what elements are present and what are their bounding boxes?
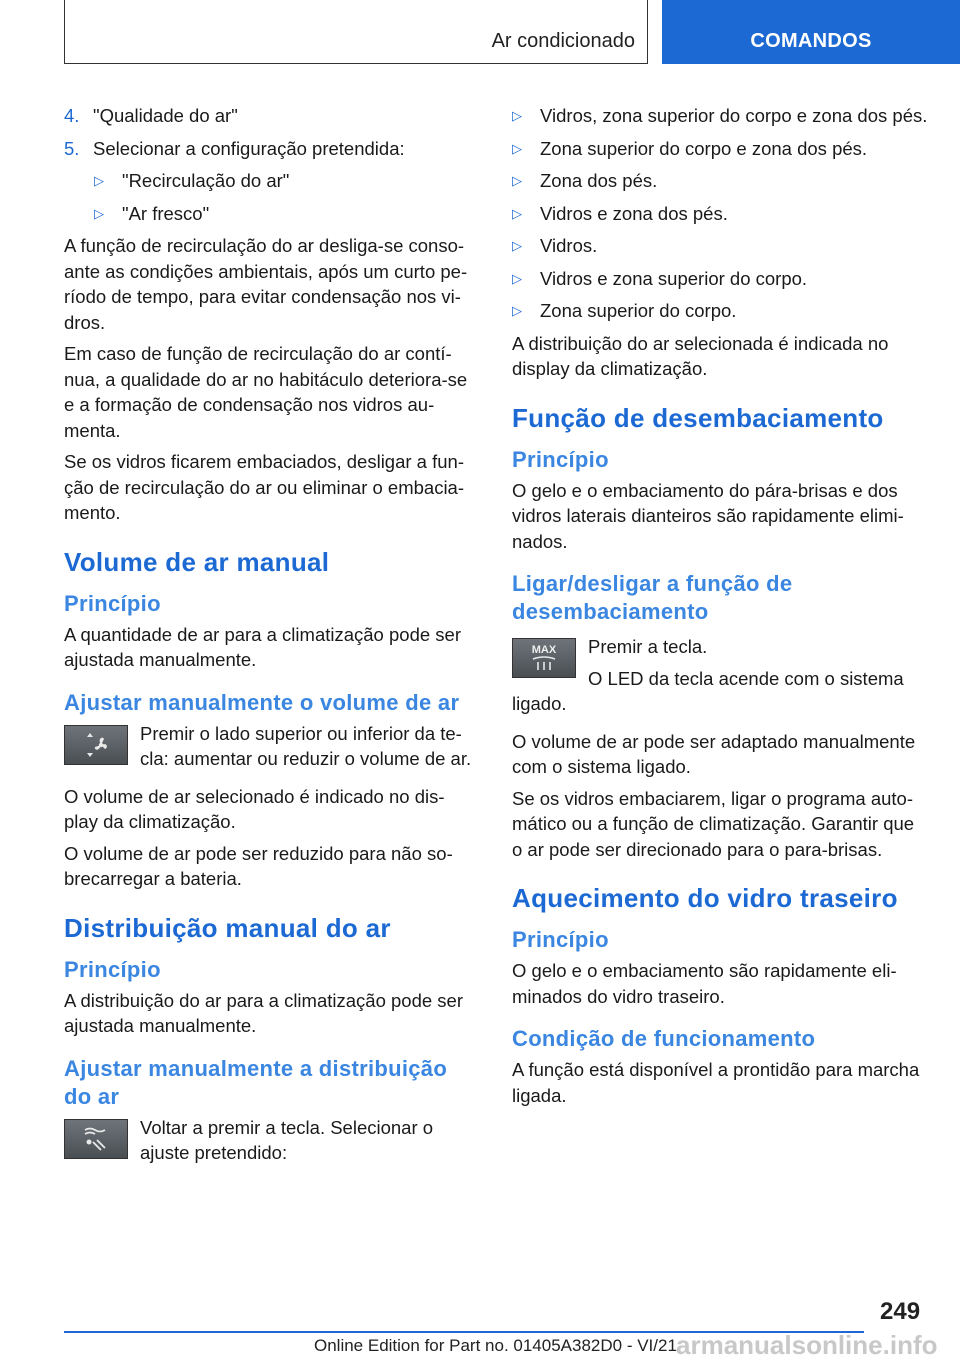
heading-aquecimento: Aquecimento do vidro traseiro (512, 883, 898, 913)
paragraph: Em caso de função de recirculação do ar contí-nua, a qualidade do ar no habitáculo deteriora-se e a formação de condensação nos vidros au-menta. (64, 343, 468, 441)
bullet-icon: ▷ (94, 205, 104, 221)
paragraph: O volume de ar pode ser adaptado manualmente com o sistema ligado. (512, 730, 916, 777)
edition-text: Online Edition for Part no. 01405A382D0 - VI/21 (314, 1336, 677, 1355)
item-text: Selecionar a configuração pretendida: (93, 137, 405, 159)
subheading-ajustar-distribuicao: Ajustar manualmente a distribuição do ar (64, 1055, 448, 1109)
list-item: ▷ Vidros. (512, 233, 928, 259)
header-box (64, 0, 648, 64)
bullet-icon: ▷ (512, 140, 522, 156)
sub-list-item: ▷ "Ar fresco" (64, 201, 478, 227)
subheading-principio: Princípio (64, 956, 161, 982)
item-text: "Qualidade do ar" (93, 105, 238, 126)
instruction-with-icon (64, 721, 478, 778)
paragraph: O LED da tecla acende com o sistema ligado. (512, 667, 904, 714)
item-number: 5. (64, 137, 80, 159)
subheading-condicao: Condição de funcionamento (512, 1026, 816, 1051)
chapter-tab[interactable]: COMANDOS (662, 0, 960, 64)
subheading-ligar-desligar: Ligar/desligar a função de desembaciamento (512, 571, 793, 624)
max-label: MAX (531, 643, 557, 656)
right-column (512, 103, 928, 1114)
item-number: 4. (64, 105, 80, 126)
section-title: Ar condicionado (491, 30, 635, 52)
paragraph: O gelo e o embaciamento do pára-brisas e dos vidros laterais dianteiros são rapidamente elimi-nados. (512, 479, 904, 552)
bullet-icon: ▷ (512, 173, 522, 188)
max-defrost-button-icon (512, 638, 576, 678)
subheading-principio: Princípio (512, 927, 609, 952)
list-item: ▷ Vidros e zona superior do corpo. (512, 266, 928, 292)
paragraph: Premir a tecla. (588, 636, 708, 657)
list-item (64, 136, 478, 162)
paragraph: A função está disponível a prontidão para marcha ligada. (512, 1059, 920, 1106)
subheading-ajustar-volume: Ajustar manualmente o volume de ar (64, 689, 460, 715)
heading-desembaciamento: Função de desembaciamento (512, 402, 884, 433)
subheading-principio: Princípio (512, 446, 609, 472)
paragraph: A função de recirculação do ar desliga-se conso-ante as condições ambientais, após um curto pe-ríodo de tempo, para evitar condensação nos vi-dros. (64, 235, 468, 333)
watermark: armanualsonline.info (676, 1330, 938, 1360)
list-item: ▷ Vidros e zona dos pés. (512, 201, 928, 227)
paragraph: O volume de ar pode ser reduzido para não so-brecarregar a bateria. (64, 842, 453, 889)
bullet-icon: ▷ (512, 205, 522, 221)
paragraph: Premir o lado superior ou inferior da te-cla: aumentar ou reduzir o volume de ar. (140, 722, 472, 769)
fan-button-icon (64, 725, 128, 765)
paragraph: Se os vidros ficarem embaciados, desligar a fun-ção de recirculação do ar ou eliminar o embacia-mento. (64, 451, 465, 523)
sub-list-item: ▷ "Recirculação do ar" (64, 168, 478, 194)
list-item: ▷ Zona superior do corpo e zona dos pés. (512, 136, 928, 162)
list-item: ▷ Vidros, zona superior do corpo e zona dos pés. (512, 103, 928, 129)
left-column (64, 103, 478, 1178)
instruction-with-icon (64, 1115, 478, 1172)
paragraph: A quantidade de ar para a climatização pode ser ajustada manualmente. (64, 623, 461, 670)
air-distribution-button-icon (64, 1119, 128, 1159)
list-item: ▷ Zona superior do corpo. (512, 298, 928, 324)
bullet-icon: ▷ (512, 108, 522, 123)
page-number: 249 (880, 1298, 921, 1325)
paragraph: O volume de ar selecionado é indicado no dis-play da climatização. (64, 785, 445, 832)
paragraph: Voltar a premir a tecla. Selecionar o ajuste pretendido: (140, 1116, 434, 1163)
bullet-icon: ▷ (512, 270, 522, 286)
subheading-principio: Princípio (64, 590, 161, 616)
bullet-icon: ▷ (512, 303, 522, 318)
instruction-with-icon (512, 634, 928, 723)
bullet-icon: ▷ (512, 238, 522, 253)
heading-volume: Volume de ar manual (64, 546, 330, 577)
paragraph: A distribuição do ar para a climatização pode ser ajustada manualmente. (64, 989, 463, 1036)
bullet-icon: ▷ (94, 173, 104, 188)
list-item: ▷ Zona dos pés. (512, 168, 928, 194)
list-item (64, 103, 478, 129)
paragraph: O gelo e o embaciamento são rapidamente eli-minados do vidro traseiro. (512, 960, 897, 1007)
paragraph: A distribuição do ar selecionada é indicada no display da climatização. (512, 332, 889, 379)
paragraph: Se os vidros embaciarem, ligar o programa auto-mático ou a função de climatização. Garantir que o ar pode ser direcionado para o para-brisas. (512, 787, 915, 860)
heading-distribuicao: Distribuição manual do ar (64, 912, 391, 943)
